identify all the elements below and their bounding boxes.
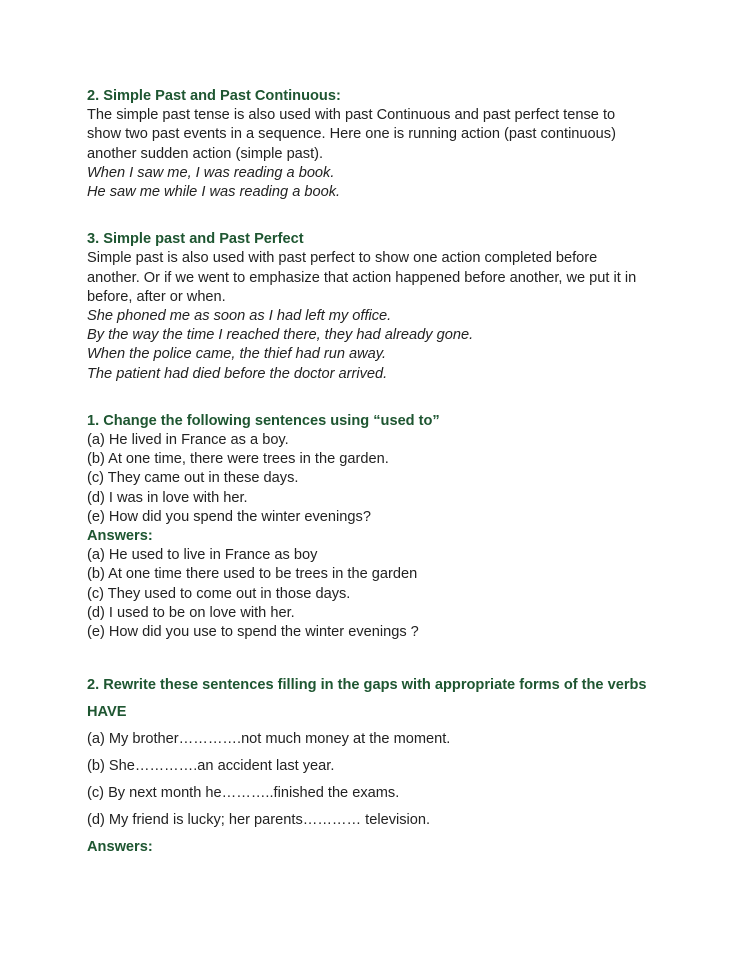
answer-item: (a) He used to live in France as boy — [87, 547, 318, 564]
verb-label: HAVE — [87, 704, 127, 721]
question-item: (c) By next month he………..finished the exams. — [87, 785, 400, 802]
question-item: (c) They came out in these days. — [87, 470, 299, 487]
exercise-used-to — [87, 412, 687, 642]
answer-item: (b) At one time there used to be trees in the garden — [87, 566, 418, 583]
answer-item: (c) They used to come out in those days. — [87, 585, 351, 602]
question-item: (a) He lived in France as a boy. — [87, 432, 289, 449]
answers-label: Answers: — [87, 528, 153, 545]
document-page — [87, 87, 687, 865]
example-sentence: He saw me while I was reading a book. — [87, 184, 341, 201]
section-heading: 3. Simple past and Past Perfect — [87, 231, 304, 248]
question-item: (b) At one time, there were trees in the garden. — [87, 451, 389, 468]
section-heading: 2. Simple Past and Past Continuous: — [87, 88, 341, 104]
exercise-have — [87, 676, 687, 857]
question-item: (b) She………….an accident last year. — [87, 758, 335, 775]
example-sentence: By the way the time I reached there, they had already gone. — [87, 327, 474, 344]
question-item: (e) How did you spend the winter evenings? — [87, 508, 371, 525]
exercise-heading: 2. Rewrite these sentences filling in the gaps with appropriate forms of the verbs — [87, 677, 647, 694]
body-line: before, after or when. — [87, 288, 226, 305]
body-line: another sudden action (simple past). — [87, 145, 324, 162]
question-item: (d) I was in love with her. — [87, 489, 248, 506]
body-line: Simple past is also used with past perfect to show one action completed before — [87, 250, 598, 267]
section-past-continuous — [87, 87, 687, 202]
answers-label: Answers: — [87, 839, 153, 856]
question-item: (d) My friend is lucky; her parents………… television. — [87, 812, 431, 829]
body-line: The simple past tense is also used with past Continuous and past perfect tense to — [87, 107, 616, 124]
body-line: another. Or if we went to emphasize that action happened before another, we put it in — [87, 269, 637, 286]
example-sentence: She phoned me as soon as I had left my office. — [87, 308, 392, 325]
answer-item: (e) How did you use to spend the winter evenings ? — [87, 624, 419, 641]
exercise-heading: 1. Change the following sentences using “used to” — [87, 412, 440, 429]
example-sentence: The patient had died before the doctor arrived. — [87, 365, 388, 382]
body-line: show two past events in a sequence. Here one is running action (past continuous) — [87, 126, 616, 143]
answer-item: (d) I used to be on love with her. — [87, 604, 295, 621]
section-past-perfect — [87, 230, 687, 384]
example-sentence: When the police came, the thief had run away. — [87, 346, 387, 363]
example-sentence: When I saw me, I was reading a book. — [87, 164, 335, 181]
question-item: (a) My brother………….not much money at the moment. — [87, 731, 451, 748]
